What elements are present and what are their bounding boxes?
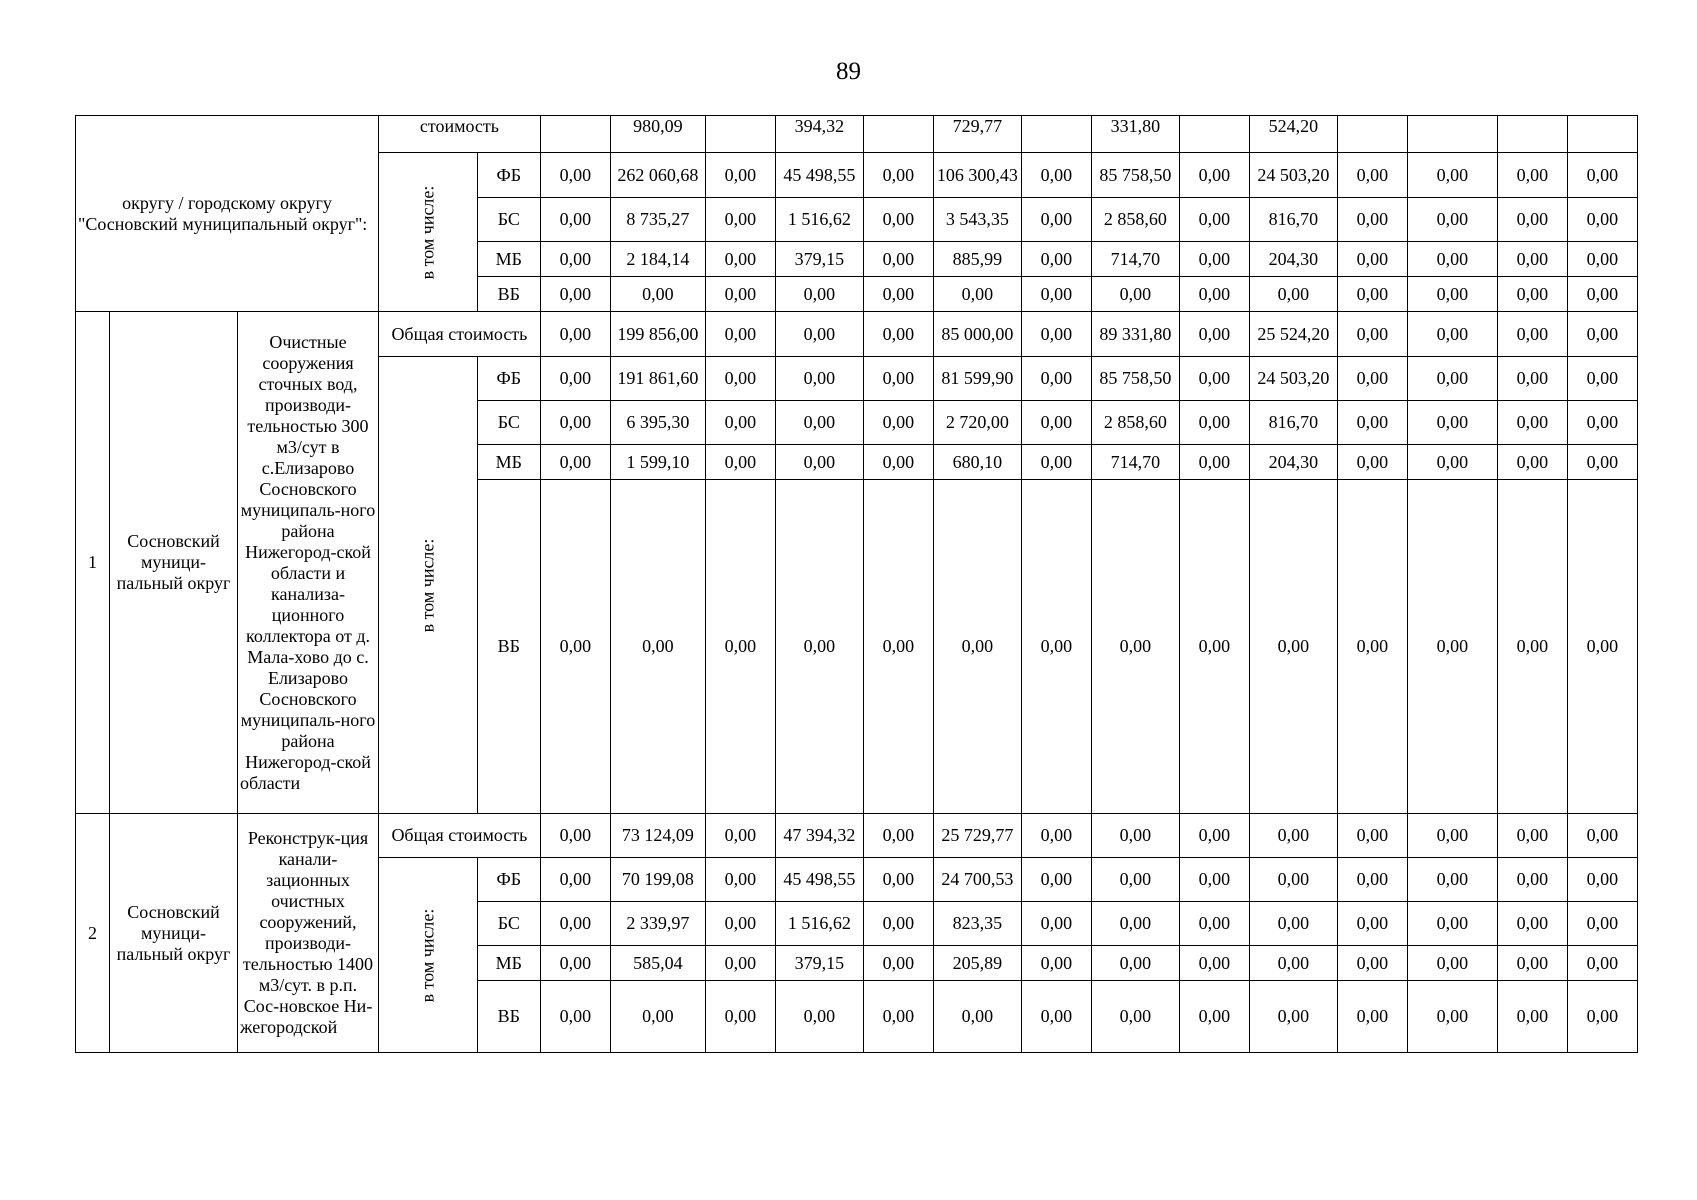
total-cost-value: 331,80	[1091, 116, 1179, 153]
total-cost-value: 0,00	[1407, 814, 1497, 858]
value-cell: 0,00	[540, 198, 610, 242]
value-cell: 262 060,68	[610, 153, 705, 198]
total-cost-value: 394,32	[775, 116, 863, 153]
fund-label: БС	[477, 401, 540, 445]
value-cell: 0,00	[1497, 357, 1567, 401]
value-cell: 45 498,55	[775, 858, 863, 902]
value-cell: 0,00	[1407, 902, 1497, 946]
value-cell: 0,00	[705, 902, 775, 946]
value-cell: 0,00	[863, 858, 933, 902]
total-cost-value	[863, 116, 933, 153]
municipality-name: Сосновский муници-пальный округ	[110, 312, 238, 814]
including-label-cell	[379, 153, 478, 312]
value-cell: 81 599,90	[933, 357, 1021, 401]
value-cell: 2 339,97	[610, 902, 705, 946]
total-cost-value: 0,00	[1337, 312, 1407, 357]
value-cell: 0,00	[1567, 242, 1637, 277]
value-cell: 0,00	[1407, 858, 1497, 902]
total-cost-value	[1179, 116, 1249, 153]
value-cell: 0,00	[1179, 277, 1249, 312]
total-cost-value: 0,00	[705, 814, 775, 858]
value-cell: 0,00	[1021, 902, 1091, 946]
value-cell: 0,00	[1337, 357, 1407, 401]
value-cell: 0,00	[610, 480, 705, 814]
value-cell: 0,00	[705, 357, 775, 401]
value-cell: 0,00	[540, 902, 610, 946]
value-cell: 24 503,20	[1249, 153, 1337, 198]
value-cell: 0,00	[1497, 445, 1567, 480]
row-number: 2	[76, 814, 110, 1053]
value-cell: 0,00	[1021, 357, 1091, 401]
value-cell: 0,00	[1337, 902, 1407, 946]
value-cell: 0,00	[540, 480, 610, 814]
fund-label: ВБ	[477, 277, 540, 312]
value-cell: 0,00	[1567, 401, 1637, 445]
value-cell: 0,00	[1249, 480, 1337, 814]
total-cost-value: 0,00	[1021, 814, 1091, 858]
value-cell: 816,70	[1249, 401, 1337, 445]
value-cell: 0,00	[1407, 357, 1497, 401]
total-cost-value: 524,20	[1249, 116, 1337, 153]
value-cell: 0,00	[1179, 902, 1249, 946]
value-cell: 0,00	[1179, 981, 1249, 1053]
value-cell: 0,00	[933, 981, 1021, 1053]
value-cell: 0,00	[1249, 902, 1337, 946]
fund-label: ФБ	[477, 357, 540, 401]
total-cost-value: 0,00	[705, 312, 775, 357]
total-cost-value: 729,77	[933, 116, 1021, 153]
total-cost-value: 0,00	[540, 814, 610, 858]
value-cell: 0,00	[540, 946, 610, 981]
value-cell: 0,00	[1337, 946, 1407, 981]
value-cell: 0,00	[1407, 946, 1497, 981]
value-cell: 0,00	[863, 242, 933, 277]
value-cell: 0,00	[863, 198, 933, 242]
value-cell: 0,00	[540, 153, 610, 198]
value-cell: 0,00	[1567, 277, 1637, 312]
total-cost-value: 199 856,00	[610, 312, 705, 357]
value-cell: 0,00	[705, 858, 775, 902]
value-cell: 0,00	[1407, 198, 1497, 242]
value-cell: 0,00	[1337, 401, 1407, 445]
value-cell: 0,00	[540, 357, 610, 401]
fund-label: БС	[477, 198, 540, 242]
including-label-cell	[379, 858, 478, 1053]
total-cost-value: 0,00	[1249, 814, 1337, 858]
value-cell: 6 395,30	[610, 401, 705, 445]
value-cell: 0,00	[1179, 946, 1249, 981]
value-cell: 0,00	[1567, 198, 1637, 242]
value-cell: 0,00	[1497, 242, 1567, 277]
value-cell: 0,00	[1091, 277, 1179, 312]
including-label: в том числе:	[417, 908, 438, 1002]
value-cell: 379,15	[775, 242, 863, 277]
value-cell: 0,00	[540, 242, 610, 277]
value-cell: 0,00	[863, 153, 933, 198]
value-cell: 0,00	[775, 480, 863, 814]
total-cost-value: 25 524,20	[1249, 312, 1337, 357]
value-cell: 0,00	[1091, 480, 1179, 814]
table-row-total	[76, 312, 1638, 357]
fund-label: МБ	[477, 445, 540, 480]
value-cell: 0,00	[705, 445, 775, 480]
value-cell: 0,00	[775, 445, 863, 480]
value-cell: 0,00	[1337, 277, 1407, 312]
value-cell: 0,00	[1021, 480, 1091, 814]
total-cost-value: 89 331,80	[1091, 312, 1179, 357]
total-cost-value: 0,00	[1567, 814, 1637, 858]
value-cell: 0,00	[1021, 445, 1091, 480]
value-cell: 0,00	[1497, 401, 1567, 445]
value-cell: 0,00	[1179, 357, 1249, 401]
value-cell: 0,00	[1567, 357, 1637, 401]
value-cell: 1 599,10	[610, 445, 705, 480]
value-cell: 0,00	[863, 946, 933, 981]
value-cell: 0,00	[1407, 981, 1497, 1053]
value-cell: 0,00	[1407, 242, 1497, 277]
total-cost-value: 0,00	[863, 814, 933, 858]
value-cell: 0,00	[705, 946, 775, 981]
value-cell: 585,04	[610, 946, 705, 981]
total-cost-value	[1497, 116, 1567, 153]
total-cost-value	[1567, 116, 1637, 153]
total-cost-label: Общая стоимость	[379, 814, 541, 858]
value-cell: 680,10	[933, 445, 1021, 480]
fund-label: МБ	[477, 242, 540, 277]
value-cell: 0,00	[1249, 277, 1337, 312]
value-cell: 0,00	[1179, 480, 1249, 814]
section-label: округу / городскому округу "Сосновский муниципальный округ":	[76, 116, 379, 312]
value-cell: 85 758,50	[1091, 153, 1179, 198]
value-cell: 0,00	[540, 981, 610, 1053]
total-cost-value: 0,00	[1497, 312, 1567, 357]
object-description: Реконструк-ция канали-зационных очистных сооружений, производи-тельностью 1400 м3/сут. в р.п. Сос-новское Ни-жегородской	[238, 814, 379, 1053]
value-cell: 0,00	[1407, 445, 1497, 480]
value-cell: 0,00	[863, 981, 933, 1053]
value-cell: 0,00	[863, 480, 933, 814]
value-cell: 0,00	[863, 357, 933, 401]
value-cell: 70 199,08	[610, 858, 705, 902]
total-cost-value: 25 729,77	[933, 814, 1021, 858]
value-cell: 0,00	[1497, 858, 1567, 902]
value-cell: 45 498,55	[775, 153, 863, 198]
total-cost-value: 0,00	[863, 312, 933, 357]
value-cell: 0,00	[1179, 242, 1249, 277]
value-cell: 106 300,43	[933, 153, 1021, 198]
value-cell: 0,00	[1179, 198, 1249, 242]
total-cost-value: 0,00	[1179, 814, 1249, 858]
value-cell: 0,00	[1337, 858, 1407, 902]
fund-label: ВБ	[477, 480, 540, 814]
value-cell: 24 503,20	[1249, 357, 1337, 401]
value-cell: 2 858,60	[1091, 198, 1179, 242]
value-cell: 0,00	[1567, 946, 1637, 981]
value-cell: 0,00	[1567, 153, 1637, 198]
value-cell: 0,00	[1179, 858, 1249, 902]
value-cell: 885,99	[933, 242, 1021, 277]
value-cell: 0,00	[1337, 198, 1407, 242]
value-cell: 0,00	[775, 401, 863, 445]
value-cell: 204,30	[1249, 445, 1337, 480]
value-cell: 1 516,62	[775, 198, 863, 242]
value-cell: 0,00	[1497, 946, 1567, 981]
total-cost-value: 0,00	[1179, 312, 1249, 357]
fund-label: ВБ	[477, 981, 540, 1053]
total-cost-value	[540, 116, 610, 153]
value-cell: 2 858,60	[1091, 401, 1179, 445]
object-description: Очистные сооружения сточных вод, производи-тельностью 300 м3/сут в с.Елизарово Сосновского муниципаль-ного района Нижегород-ской области и канализа-ционного коллектора от д. Мала-хово до с. Елизарово Сосновского муниципаль-ного района Нижегород-ской области	[238, 312, 379, 814]
value-cell: 0,00	[1021, 946, 1091, 981]
value-cell: 0,00	[705, 480, 775, 814]
value-cell: 0,00	[1021, 198, 1091, 242]
value-cell: 0,00	[1091, 858, 1179, 902]
table-row-total	[76, 814, 1638, 858]
including-label-cell	[379, 357, 478, 814]
fund-label: БС	[477, 902, 540, 946]
total-cost-value: 0,00	[1021, 312, 1091, 357]
financing-table	[75, 115, 1638, 1053]
value-cell: 0,00	[863, 401, 933, 445]
value-cell: 0,00	[1337, 153, 1407, 198]
value-cell: 24 700,53	[933, 858, 1021, 902]
total-cost-value: 0,00	[1567, 312, 1637, 357]
value-cell: 0,00	[1407, 153, 1497, 198]
value-cell: 0,00	[1567, 480, 1637, 814]
value-cell: 0,00	[705, 153, 775, 198]
value-cell: 0,00	[775, 357, 863, 401]
value-cell: 0,00	[1249, 946, 1337, 981]
value-cell: 0,00	[705, 242, 775, 277]
value-cell: 0,00	[1567, 981, 1637, 1053]
value-cell: 0,00	[1179, 401, 1249, 445]
value-cell: 0,00	[1407, 401, 1497, 445]
value-cell: 0,00	[1021, 242, 1091, 277]
value-cell: 0,00	[705, 401, 775, 445]
table-row-total	[76, 116, 1638, 153]
value-cell: 816,70	[1249, 198, 1337, 242]
total-cost-value: 980,09	[610, 116, 705, 153]
value-cell: 823,35	[933, 902, 1021, 946]
value-cell: 0,00	[863, 445, 933, 480]
value-cell: 0,00	[1497, 902, 1567, 946]
value-cell: 0,00	[1337, 242, 1407, 277]
value-cell: 204,30	[1249, 242, 1337, 277]
total-cost-value: 73 124,09	[610, 814, 705, 858]
value-cell: 0,00	[705, 277, 775, 312]
value-cell: 0,00	[705, 198, 775, 242]
municipality-name: Сосновский муници-пальный округ	[110, 814, 238, 1053]
fund-label: ФБ	[477, 858, 540, 902]
value-cell: 0,00	[1021, 981, 1091, 1053]
total-cost-value: 0,00	[1091, 814, 1179, 858]
value-cell: 0,00	[863, 902, 933, 946]
value-cell: 0,00	[1497, 981, 1567, 1053]
value-cell: 0,00	[1091, 981, 1179, 1053]
value-cell: 191 861,60	[610, 357, 705, 401]
page-number: 89	[836, 58, 861, 85]
value-cell: 8 735,27	[610, 198, 705, 242]
value-cell: 0,00	[540, 858, 610, 902]
total-cost-value: 0,00	[775, 312, 863, 357]
value-cell: 0,00	[1021, 153, 1091, 198]
total-cost-value	[1021, 116, 1091, 153]
value-cell: 0,00	[775, 981, 863, 1053]
value-cell: 0,00	[1567, 858, 1637, 902]
value-cell: 0,00	[540, 277, 610, 312]
value-cell: 0,00	[1407, 480, 1497, 814]
value-cell: 379,15	[775, 946, 863, 981]
total-cost-value	[705, 116, 775, 153]
value-cell: 0,00	[610, 981, 705, 1053]
value-cell: 0,00	[610, 277, 705, 312]
row-number: 1	[76, 312, 110, 814]
value-cell: 0,00	[1567, 445, 1637, 480]
value-cell: 0,00	[540, 401, 610, 445]
value-cell: 0,00	[1091, 902, 1179, 946]
value-cell: 0,00	[1337, 981, 1407, 1053]
value-cell: 714,70	[1091, 242, 1179, 277]
value-cell: 205,89	[933, 946, 1021, 981]
fund-label: МБ	[477, 946, 540, 981]
value-cell: 2 720,00	[933, 401, 1021, 445]
total-cost-value	[1407, 116, 1497, 153]
value-cell: 1 516,62	[775, 902, 863, 946]
fund-label: ФБ	[477, 153, 540, 198]
value-cell: 0,00	[933, 480, 1021, 814]
total-cost-value: 47 394,32	[775, 814, 863, 858]
value-cell: 0,00	[1337, 480, 1407, 814]
value-cell: 0,00	[1249, 981, 1337, 1053]
value-cell: 0,00	[540, 445, 610, 480]
value-cell: 0,00	[1567, 902, 1637, 946]
value-cell: 3 543,35	[933, 198, 1021, 242]
value-cell: 0,00	[705, 981, 775, 1053]
value-cell: 0,00	[1497, 480, 1567, 814]
total-cost-value: 0,00	[1337, 814, 1407, 858]
total-cost-value: 0,00	[1497, 814, 1567, 858]
value-cell: 0,00	[1179, 445, 1249, 480]
total-cost-label: стоимость	[379, 116, 541, 153]
value-cell: 0,00	[1091, 946, 1179, 981]
total-cost-value	[1337, 116, 1407, 153]
value-cell: 0,00	[1497, 153, 1567, 198]
value-cell: 0,00	[1497, 198, 1567, 242]
total-cost-value: 0,00	[1407, 312, 1497, 357]
value-cell: 0,00	[1249, 858, 1337, 902]
value-cell: 0,00	[1179, 153, 1249, 198]
value-cell: 2 184,14	[610, 242, 705, 277]
total-cost-value: 0,00	[540, 312, 610, 357]
value-cell: 0,00	[933, 277, 1021, 312]
value-cell: 0,00	[1021, 277, 1091, 312]
value-cell: 0,00	[1497, 277, 1567, 312]
total-cost-label: Общая стоимость	[379, 312, 541, 357]
value-cell: 0,00	[1021, 401, 1091, 445]
value-cell: 714,70	[1091, 445, 1179, 480]
including-label: в том числе:	[417, 538, 438, 632]
including-label: в том числе:	[417, 185, 438, 279]
value-cell: 0,00	[775, 277, 863, 312]
total-cost-value: 85 000,00	[933, 312, 1021, 357]
value-cell: 0,00	[863, 277, 933, 312]
value-cell: 0,00	[1021, 858, 1091, 902]
value-cell: 0,00	[1407, 277, 1497, 312]
value-cell: 0,00	[1337, 445, 1407, 480]
value-cell: 85 758,50	[1091, 357, 1179, 401]
